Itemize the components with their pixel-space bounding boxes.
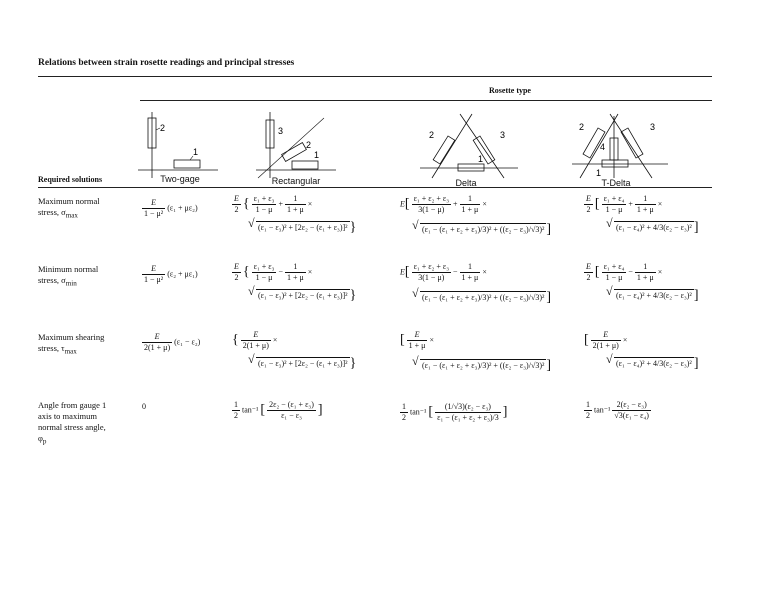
frac-numerator: 2ε₂ − (ε₁ + ε₃) xyxy=(269,400,314,409)
frac-denominator: 3(1 − μ) xyxy=(418,205,445,214)
frac-numerator: E xyxy=(241,330,271,341)
formula-term: × xyxy=(657,267,663,277)
formula-term: E xyxy=(400,199,405,209)
formula-t-delta-max-shear: [ $\frac{E}{2(1 + \mu)}$ × √ (ε₁ − ε₄)² + 4/3(ε₂ − ε₃)² ] xyxy=(584,330,698,369)
formula-term: × xyxy=(482,267,487,277)
frac-denominator: 1 − μ² xyxy=(144,209,164,218)
formula-term: 0 xyxy=(142,402,146,411)
formula-term: × xyxy=(307,267,313,277)
formula-term: (ε₁ + με₂) xyxy=(167,203,198,213)
frac-denominator: 2(1 + μ) xyxy=(242,341,269,350)
required-solutions-heading: Required solutions xyxy=(38,175,103,184)
frac-denominator: 2 xyxy=(234,273,239,282)
rectangular-label-2: 2 xyxy=(306,140,312,150)
frac-numerator: E xyxy=(586,194,591,203)
formula-sqrt: √ (ε₁ − ε₃)² + [2ε₂ − (ε₁ + ε₃)]² xyxy=(256,357,350,369)
formula-rectangular-min-normal: $\frac{E}{2}$ { $\frac{\text{ε₁ + ε₃}}{1 - \mu}$ − $\frac{1}{1 + \mu}$ × √ (ε₁ − ε₃)² + [2ε₂ − (ε₁ + ε₃)]² } xyxy=(232,262,356,301)
formula-term: tan⁻¹ xyxy=(410,407,427,417)
frac-denominator: 2(1 + μ) xyxy=(144,343,171,352)
frac-numerator: 1 xyxy=(285,262,306,273)
frac-denominator: 3(1 − μ) xyxy=(418,273,445,282)
rosette-type-rule xyxy=(140,100,712,101)
frac-denominator: 1 − μ xyxy=(255,273,273,282)
frac-numerator: 1 xyxy=(635,262,656,273)
delta-label-2: 2 xyxy=(429,130,435,140)
formula-rectangular-max-shear: { $\frac{E}{2(1 + \mu)}$ × √ (ε₁ − ε₃)² + [2ε₂ − (ε₁ + ε₃)]² } xyxy=(232,330,356,369)
formula-delta-max-shear: [ $\frac{E}{1 + \mu}$ × √ (ε₁ − (ε₁ + ε₂ + ε₃)/3)² + ((ε₂ − ε₃)/√3)² ] xyxy=(400,330,551,371)
formula-sqrt: √ (ε₁ − (ε₁ + ε₂ + ε₃)/3)² + ((ε₂ − ε₃)/√3)² xyxy=(420,291,546,303)
formula-sqrt: √ (ε₁ − ε₃)² + [2ε₂ − (ε₁ + ε₃)]² xyxy=(256,221,350,233)
frac-denominator: ε₁ − ε₃ xyxy=(281,411,302,420)
frac-numerator: E xyxy=(142,198,165,209)
row-label-max-normal xyxy=(38,196,130,222)
two-gage-label-1: 1 xyxy=(193,147,199,157)
frac-numerator: 1 xyxy=(635,194,656,205)
type-rectangular: Rectangular xyxy=(271,176,321,186)
rectangular-label-1: 1 xyxy=(314,150,320,160)
row-label-line: stress, τ xyxy=(38,343,65,353)
formula-two-gage-angle xyxy=(142,402,146,412)
frac-numerator: 1 xyxy=(234,400,238,409)
frac-numerator: ε₁ + ε₂ + ε₃ xyxy=(413,194,450,203)
formula-two-gage-min-normal xyxy=(142,264,198,285)
row-label-sub: min xyxy=(65,279,77,288)
formula-term: × xyxy=(622,335,628,345)
formula-sqrt: √ (ε₁ − ε₄)² + 4/3(ε₂ − ε₃)² xyxy=(614,289,694,301)
formula-term: tan⁻¹ xyxy=(594,405,611,415)
row-label-line: normal stress angle, xyxy=(38,422,106,432)
frac-numerator: 1 xyxy=(586,400,590,409)
frac-numerator: ε₁ + ε₃ xyxy=(253,194,275,203)
formula-term: × xyxy=(429,335,434,345)
frac-numerator: E xyxy=(234,262,239,271)
frac-denominator: 2 xyxy=(586,273,591,282)
frac-numerator: 1 xyxy=(285,194,306,205)
rectangular-diagram xyxy=(256,112,336,180)
top-rule xyxy=(38,76,712,77)
row-label-line: axis to maximum xyxy=(38,411,98,421)
frac-denominator: 1 + μ xyxy=(408,341,426,350)
row-label-line: stress, σ xyxy=(38,207,66,217)
formula-sqrt: √ (ε₁ − ε₃)² + [2ε₂ − (ε₁ + ε₃)]² xyxy=(256,289,350,301)
formula-rectangular-max-normal: $\frac{E}{2}$ { $\frac{\text{ε₁ + ε₃}}{1 - \mu}$ + $\frac{1}{1 + \mu}$ × √ (ε₁ − ε₃)² + [2ε₂ − (ε₁ + ε₃)]² } xyxy=(232,194,356,233)
formula-rectangular-angle: $\frac{1}{2}$ tan⁻¹ [ $\frac{\text{2ε₂ − (ε₁ + ε₃)}}{\text{ε₁ − ε₃}}$ ] xyxy=(234,400,323,420)
frac-denominator: 2 xyxy=(234,411,238,420)
formula-two-gage-max-normal xyxy=(142,198,198,219)
row-label-line: Angle from gauge 1 xyxy=(38,400,107,410)
formula-term: E xyxy=(400,267,405,277)
row-label-line: φ xyxy=(38,433,43,443)
t-delta-label-1: 1 xyxy=(596,168,602,178)
frac-numerator: 1 xyxy=(460,194,481,205)
frac-denominator: 1 + μ xyxy=(461,205,479,214)
frac-numerator: (1/√3)(ε₂ − ε₃) xyxy=(435,402,501,413)
frac-numerator: ε₁ + ε₄ xyxy=(603,262,625,271)
row-label-line: Minimum normal xyxy=(38,264,99,274)
rosette-type-heading: Rosette type xyxy=(489,86,531,95)
formula-delta-min-normal: E[ $\frac{\text{ε₁ + ε₂ + ε₃}}{3(1 - \mu)}$ − $\frac{1}{1 + \mu}$ × √ (ε₁ − (ε₁ + ε₂ + ε₃)/3)² + ((ε₂ − ε₃)/√3)² ] xyxy=(400,262,551,303)
frac-denominator: 1 + μ xyxy=(636,205,654,214)
frac-numerator: 1 xyxy=(402,402,406,411)
formula-term: × xyxy=(307,199,313,209)
delta-label-1: 1 xyxy=(478,154,484,164)
formula-t-delta-angle xyxy=(584,400,651,421)
rectangular-label-3: 3 xyxy=(278,126,284,136)
frac-numerator: E xyxy=(142,264,165,275)
t-delta-label-3: 3 xyxy=(650,122,656,132)
frac-denominator: ε₁ − (ε₁ + ε₂ + ε₃)/3 xyxy=(437,413,499,422)
frac-numerator: ε₁ + ε₄ xyxy=(603,194,625,203)
frac-numerator: 1 xyxy=(460,262,481,273)
two-gage-label-2: 2 xyxy=(160,123,166,133)
frac-numerator: E xyxy=(234,194,239,203)
formula-sqrt: √ (ε₁ − (ε₁ + ε₂ + ε₃)/3)² + ((ε₂ − ε₃)/√3)² xyxy=(420,223,546,235)
frac-denominator: 1 + μ xyxy=(286,205,304,214)
frac-numerator: E xyxy=(591,330,621,341)
frac-numerator: ε₁ + ε₃ xyxy=(253,262,275,271)
delta-label-3: 3 xyxy=(500,130,506,140)
formula-term: × xyxy=(657,199,663,209)
formula-t-delta-max-normal: $\frac{E}{2}$ [ $\frac{\text{ε₁ + ε₄}}{1 - \mu}$ + $\frac{1}{1 + \mu}$ × √ (ε₁ − ε₄)² + 4/3(ε₂ − ε₃)² ] xyxy=(584,194,698,233)
formula-term: × xyxy=(272,335,278,345)
t-delta-label-4: 4 xyxy=(600,142,606,152)
type-delta: Delta xyxy=(455,178,477,188)
row-label-line: stress, σ xyxy=(38,275,66,285)
row-label-sub: p xyxy=(42,437,47,446)
row-label-line: Maximum shearing xyxy=(38,332,105,342)
row-label-min-normal xyxy=(38,264,130,290)
row-label-sub: max xyxy=(65,211,78,220)
formula-term: (ε₂ + με₁) xyxy=(167,269,198,279)
frac-denominator: 1 − μ² xyxy=(144,275,164,284)
formula-term: (ε₁ − ε₂) xyxy=(174,337,201,347)
formula-two-gage-max-shear xyxy=(142,332,200,353)
page-title: Relations between strain rosette readings and principal stresses xyxy=(38,58,295,68)
formula-term: × xyxy=(482,199,487,209)
two-gage-diagram xyxy=(138,112,218,180)
frac-numerator: E xyxy=(586,262,591,271)
frac-denominator: 2 xyxy=(234,205,239,214)
formula-sqrt: √ (ε₁ − ε₄)² + 4/3(ε₂ − ε₃)² xyxy=(614,357,694,369)
frac-denominator: 1 + μ xyxy=(286,273,304,282)
frac-denominator: 1 − μ xyxy=(255,205,273,214)
row-label-line: Maximum normal xyxy=(38,196,100,206)
frac-denominator: 2(1 + μ) xyxy=(592,341,619,350)
delta-diagram xyxy=(420,112,520,180)
t-delta-diagram xyxy=(572,112,672,180)
formula-delta-max-normal: E[ $\frac{\text{ε₁ + ε₂ + ε₃}}{3(1 - \mu)}$ + $\frac{1}{1 + \mu}$ × √ (ε₁ − (ε₁ + ε₂ + ε₃)/3)² + ((ε₂ − ε₃)/√3)² ] xyxy=(400,194,551,235)
frac-denominator: 1 + μ xyxy=(636,273,654,282)
formula-t-delta-min-normal: $\frac{E}{2}$ [ $\frac{\text{ε₁ + ε₄}}{1 - \mu}$ − $\frac{1}{1 + \mu}$ × √ (ε₁ − ε₄)² + 4/3(ε₂ − ε₃)² ] xyxy=(584,262,698,301)
frac-denominator: 2 xyxy=(586,205,591,214)
frac-denominator: 1 − μ xyxy=(605,273,623,282)
frac-numerator: 2(ε₂ − ε₃) xyxy=(612,400,651,411)
frac-numerator: E xyxy=(407,330,428,341)
row-label-sub: max xyxy=(64,347,77,356)
formula-sqrt: √ (ε₁ − ε₄)² + 4/3(ε₂ − ε₃)² xyxy=(614,221,694,233)
t-delta-label-2: 2 xyxy=(579,122,585,132)
formula-delta-angle: $\frac{1}{2}$ tan⁻¹ [ $\frac{\text{(1/√3)(ε₂ − ε₃)}}{\text{ε₁ − (ε₁ + ε₂ + ε₃)/3}}$ ] xyxy=(402,402,508,422)
frac-numerator: ε₁ + ε₂ + ε₃ xyxy=(413,262,450,271)
frac-numerator: E xyxy=(142,332,172,343)
row-label-angle xyxy=(38,400,130,448)
type-two-gage: Two-gage xyxy=(160,174,200,184)
row-label-max-shear xyxy=(38,332,130,358)
formula-term: tan⁻¹ xyxy=(242,405,259,415)
frac-denominator: 1 + μ xyxy=(461,273,479,282)
frac-denominator: 2 xyxy=(586,411,590,420)
type-t-delta: T-Delta xyxy=(601,178,631,188)
frac-denominator: √3(ε₁ − ε₄) xyxy=(614,411,649,420)
frac-denominator: 2 xyxy=(402,413,406,422)
formula-sqrt: √ (ε₁ − (ε₁ + ε₂ + ε₃)/3)² + ((ε₂ − ε₃)/√3)² xyxy=(420,359,546,371)
frac-denominator: 1 − μ xyxy=(605,205,623,214)
blank-page-area xyxy=(0,460,768,594)
